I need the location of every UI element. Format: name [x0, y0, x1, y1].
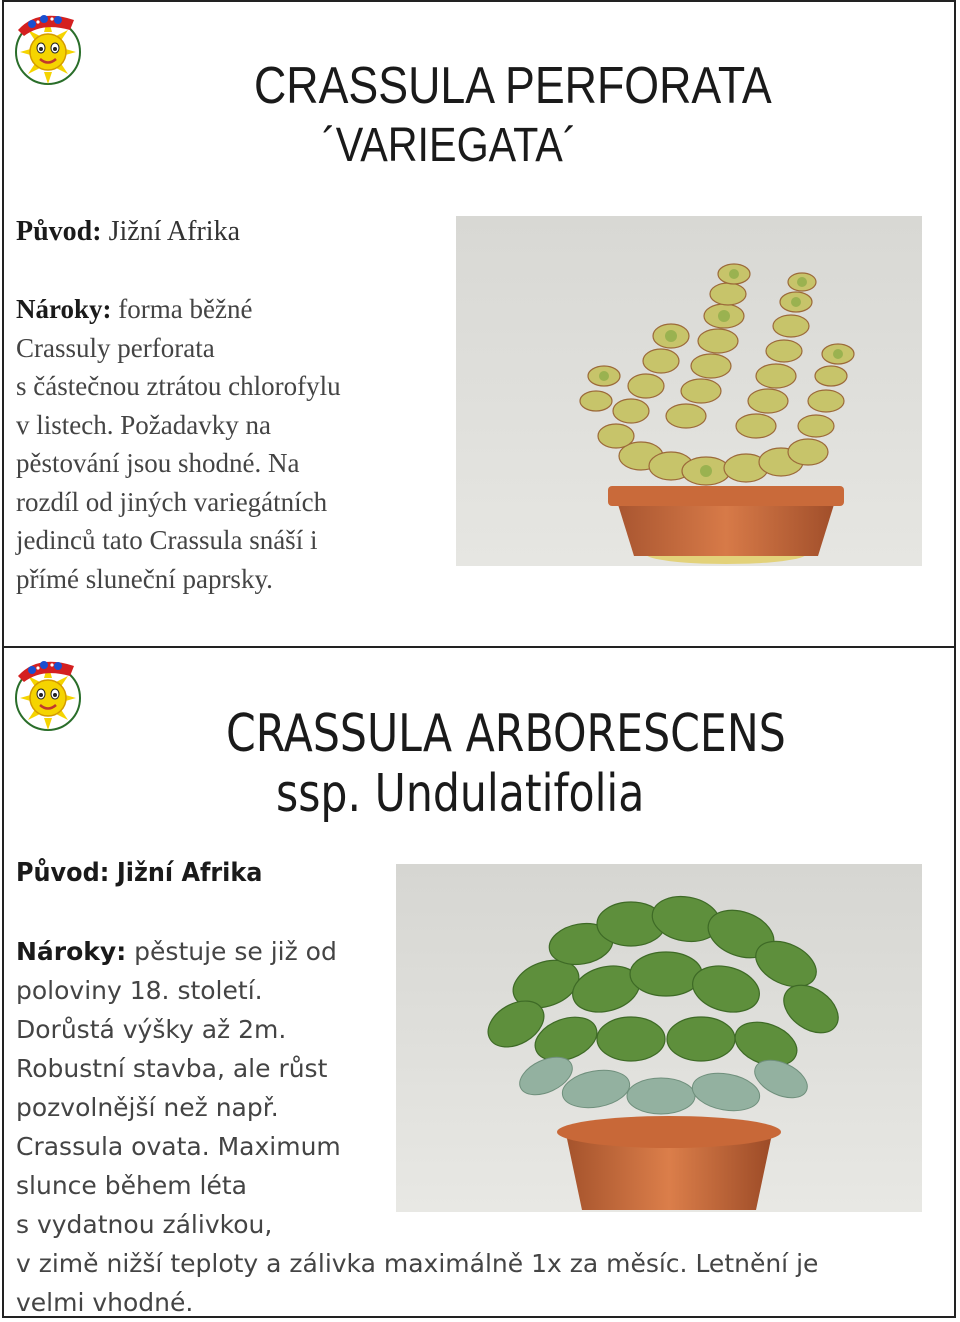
sun-mascot-logo-icon [8, 6, 88, 86]
requirements-line: pěstování jsou shodné. Na [16, 448, 300, 478]
requirements-label: Nároky: [16, 937, 127, 966]
plant-photo [456, 216, 922, 566]
requirements-text [16, 290, 456, 598]
requirements-line: forma běžné [118, 294, 253, 324]
plant-title-line2: ´VARIEGATA´ [322, 119, 577, 172]
requirements-line: pěstuje se již od [134, 937, 337, 966]
requirements-line: s částečnou ztrátou chlorofylu [16, 371, 341, 401]
origin-value: Jižní Afrika [108, 216, 240, 247]
requirements-line: rozdíl od jiných variegátních [16, 486, 328, 517]
origin-label: Původ: [16, 858, 110, 888]
requirements-line: slunce během léta [16, 1171, 247, 1200]
requirements-line: poloviny 18. století. [16, 976, 263, 1005]
origin-row [16, 216, 240, 248]
requirements-line: velmi vhodné. [16, 1288, 194, 1317]
requirements-line: s vydatnou zálivkou, [16, 1210, 273, 1239]
requirements-line: Crassuly perforata [16, 332, 215, 363]
requirements-text [16, 932, 946, 1322]
requirements-line: v zimě nižší teploty a zálivka maximálně 1x za měsíc. Letnění je [16, 1249, 819, 1278]
requirements-line: v listech. Požadavky na [16, 409, 271, 440]
requirements-line: pozvolnější než např. [16, 1093, 279, 1122]
requirements-line: Robustní stavba, ale růst [16, 1054, 328, 1083]
requirements-line: Dorůstá výšky až 2m. [16, 1015, 287, 1044]
origin-row [16, 858, 262, 888]
requirements-label: Nároky: [16, 294, 112, 324]
origin-value: Jižní Afrika [116, 858, 263, 888]
requirements-line: přímé sluneční paprsky. [16, 563, 273, 594]
potted-crassula-perforata-variegata-photo [456, 216, 922, 566]
plant-card-crassula-arborescens [2, 646, 956, 1318]
sun-mascot-logo-icon [8, 652, 88, 732]
plant-card-crassula-perforata [2, 0, 956, 648]
requirements-line: jedinců tato Crassula snáší i [16, 525, 318, 555]
plant-title-line1: CRASSULA PERFORATA [254, 57, 772, 115]
plant-title-line2: ssp. Undulatifolia [276, 764, 645, 824]
plant-title-line1: CRASSULA ARBORESCENS [226, 704, 786, 764]
origin-label: Původ: [16, 216, 102, 247]
requirements-line: Crassula ovata. Maximum [16, 1132, 341, 1161]
